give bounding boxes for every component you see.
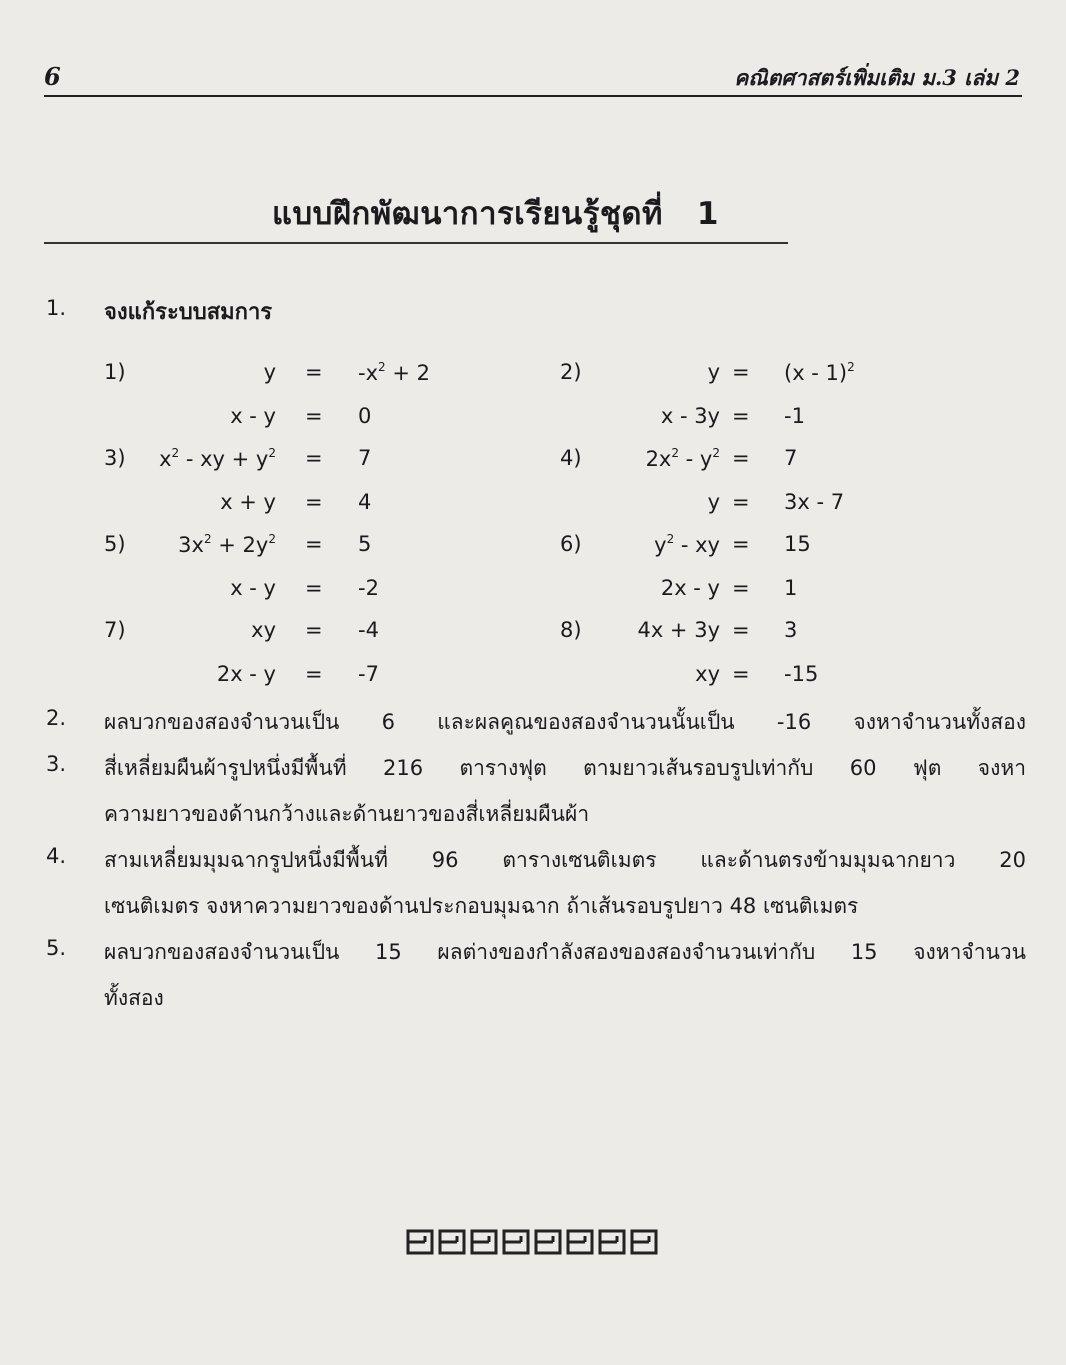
- ornament-glyph: [437, 1228, 467, 1256]
- equals-sign: =: [305, 490, 323, 514]
- ornament-glyph: [501, 1228, 531, 1256]
- system-label: 1): [104, 360, 126, 384]
- equation-lhs: 2x - y: [660, 576, 720, 600]
- system-label: 4): [560, 446, 582, 470]
- equals-sign: =: [732, 490, 750, 514]
- equation-rhs: -7: [358, 662, 379, 686]
- equals-sign: =: [305, 446, 323, 470]
- equation-lhs: xy: [695, 662, 720, 686]
- exercise-title: แบบฝึกพัฒนาการเรียนรู้ชุดที่ 1: [272, 196, 719, 232]
- equals-sign: =: [305, 618, 323, 642]
- equation-lhs: $2x^2 - y^2$: [645, 446, 720, 471]
- question-text-line: ความยาวของด้านกว้างและด้านยาวของสี่เหลี่ยมผืนผ้า: [104, 802, 590, 826]
- equals-sign: =: [305, 532, 323, 556]
- equation-lhs: $x^2$ - xy + $y^2$: [159, 446, 276, 471]
- equals-sign: =: [305, 360, 323, 384]
- equation-rhs: 3: [784, 618, 798, 642]
- question-text-line: ทั้งสอง: [104, 986, 164, 1010]
- equation-lhs: $y^2$ - xy: [654, 532, 720, 557]
- equation-rhs: 3x - 7: [784, 490, 845, 514]
- question-number: 1.: [46, 296, 67, 320]
- equation-rhs: -1: [784, 404, 805, 428]
- equation-lhs: x + y: [220, 490, 276, 514]
- equation-rhs: 15: [784, 532, 811, 556]
- equation-lhs: 2x - y: [216, 662, 276, 686]
- equation-rhs: $-x^2 + 2$: [358, 360, 430, 385]
- system-label: 6): [560, 532, 582, 556]
- system-label: 8): [560, 618, 582, 642]
- ornament-glyph: [469, 1228, 499, 1256]
- page-number: 6: [44, 62, 61, 91]
- equation-rhs: -2: [358, 576, 379, 600]
- equation-lhs: y: [707, 360, 720, 384]
- question-number: 4.: [46, 844, 67, 868]
- equals-sign: =: [305, 662, 323, 686]
- equation-lhs: x - 3y: [660, 404, 720, 428]
- equals-sign: =: [305, 576, 323, 600]
- question-heading: จงแก้ระบบสมการ: [104, 300, 273, 325]
- header-divider: [44, 95, 1022, 97]
- question-text-line: สามเหลี่ยมมุมฉากรูปหนึ่งมีพื้นที่ 96 ตารางเซนติเมตร และด้านตรงข้ามมุมฉากยาว 20: [104, 848, 1026, 872]
- system-label: 2): [560, 360, 582, 384]
- equation-lhs: $3x^2 + 2y^2$: [178, 532, 276, 557]
- equals-sign: =: [732, 404, 750, 428]
- system-label: 3): [104, 446, 126, 470]
- equation-lhs: 4x + 3y: [637, 618, 720, 642]
- equals-sign: =: [732, 618, 750, 642]
- question-text-line: สี่เหลี่ยมผืนผ้ารูปหนึ่งมีพื้นที่ 216 ตารางฟุต ตามยาวเส้นรอบรูปเท่ากับ 60 ฟุต จงหา: [104, 756, 1026, 780]
- end-ornament: [405, 1228, 659, 1256]
- equals-sign: =: [732, 532, 750, 556]
- question-text-line: ผลบวกของสองจำนวนเป็น 6 และผลคูณของสองจำนวนนั้นเป็น -16 จงหาจำนวนทั้งสอง: [104, 710, 1026, 734]
- ornament-glyph: [405, 1228, 435, 1256]
- question-number: 2.: [46, 706, 67, 730]
- book-title: คณิตศาสตร์เพิ่มเติม ม.3 เล่ม 2: [734, 65, 1020, 90]
- equation-rhs: 5: [358, 532, 372, 556]
- equation-rhs: 1: [784, 576, 798, 600]
- equation-rhs: -4: [358, 618, 379, 642]
- equation-rhs: 0: [358, 404, 372, 428]
- question-number: 3.: [46, 752, 67, 776]
- equals-sign: =: [732, 446, 750, 470]
- equation-lhs: y: [263, 360, 276, 384]
- ornament-glyph: [533, 1228, 563, 1256]
- equation-rhs: (x - 1)$^2$: [784, 360, 855, 385]
- ornament-glyph: [629, 1228, 659, 1256]
- question-text-line: เซนติเมตร จงหาความยาวของด้านประกอบมุมฉาก ถ้าเส้นรอบรูปยาว 48 เซนติเมตร: [104, 894, 859, 918]
- system-label: 5): [104, 532, 126, 556]
- ornament-glyph: [565, 1228, 595, 1256]
- ornament-glyph: [597, 1228, 627, 1256]
- equation-rhs: 7: [784, 446, 798, 470]
- title-divider: [44, 242, 788, 244]
- equation-rhs: 7: [358, 446, 372, 470]
- question-number: 5.: [46, 936, 67, 960]
- equation-lhs: x - y: [230, 404, 276, 428]
- equals-sign: =: [305, 404, 323, 428]
- equals-sign: =: [732, 360, 750, 384]
- equation-lhs: x - y: [230, 576, 276, 600]
- equals-sign: =: [732, 662, 750, 686]
- equation-lhs: xy: [251, 618, 276, 642]
- equation-rhs: -15: [784, 662, 819, 686]
- system-label: 7): [104, 618, 126, 642]
- question-text-line: ผลบวกของสองจำนวนเป็น 15 ผลต่างของกำลังสองของสองจำนวนเท่ากับ 15 จงหาจำนวน: [104, 940, 1026, 964]
- equals-sign: =: [732, 576, 750, 600]
- equation-lhs: y: [707, 490, 720, 514]
- equation-rhs: 4: [358, 490, 372, 514]
